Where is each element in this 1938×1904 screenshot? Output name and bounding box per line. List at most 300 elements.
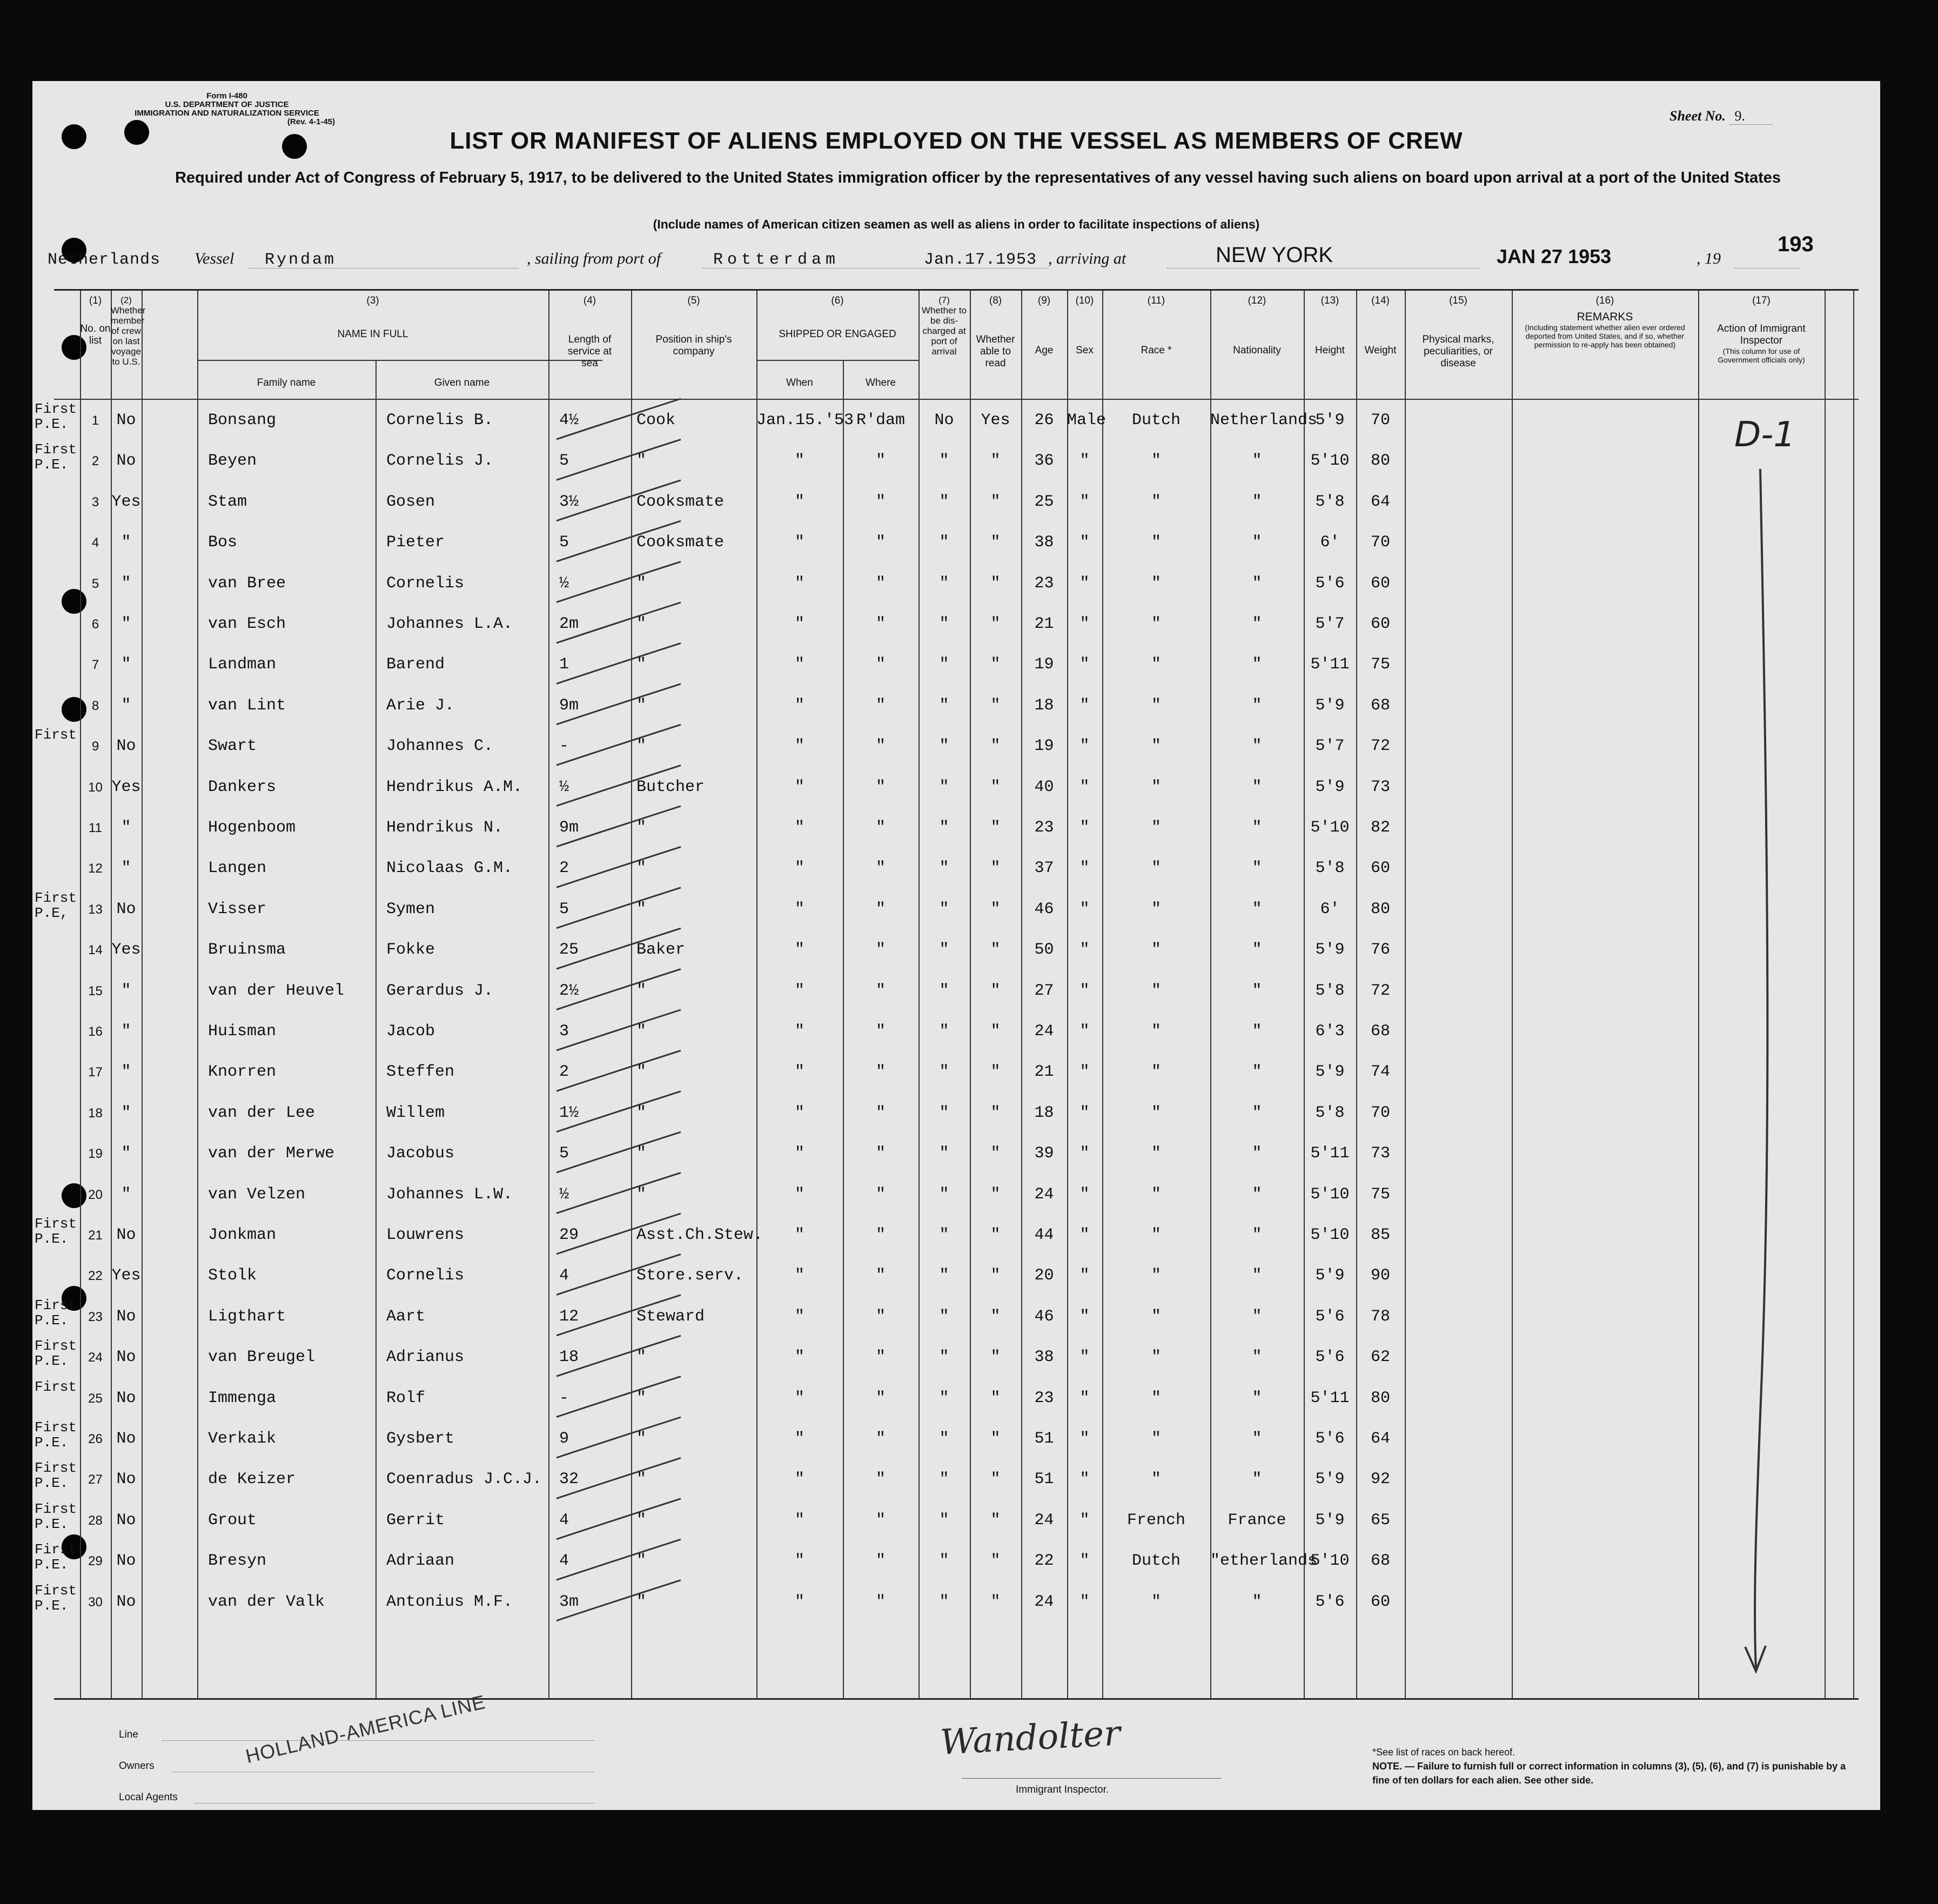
nationality: "	[1252, 1389, 1262, 1407]
table-row	[35, 441, 1859, 483]
shipped-where: "	[875, 1430, 886, 1448]
shipped-where: "	[875, 1470, 886, 1489]
row-number: 16	[88, 1024, 103, 1039]
table-row	[35, 1460, 1859, 1501]
age: 38	[1034, 533, 1054, 552]
page-title: LIST OR MANIFEST OF ALIENS EMPLOYED ON THE VESSEL AS MEMBERS OF CREW	[450, 128, 1463, 154]
able-to-read: "	[990, 1511, 1001, 1530]
ship-position: Cooksmate	[636, 492, 725, 511]
weight: 73	[1370, 777, 1390, 796]
able-to-read: "	[990, 492, 1001, 511]
height: 5'8	[1315, 492, 1345, 511]
given-name: Gerrit	[386, 1511, 445, 1530]
col3-header	[197, 295, 548, 340]
nationality: "	[1252, 1430, 1262, 1448]
race: "	[1151, 941, 1161, 960]
row-note: First	[35, 1378, 77, 1395]
able-to-read: "	[990, 1185, 1001, 1204]
row-note: First P.E.	[35, 441, 77, 473]
sex: "	[1079, 1389, 1090, 1407]
ship-position: "	[636, 696, 647, 715]
tally-stroke	[556, 643, 681, 683]
ship-position: "	[636, 819, 647, 837]
tally-stroke	[556, 766, 681, 806]
prior-voyage: Yes	[111, 492, 141, 511]
able-to-read: "	[990, 696, 1001, 715]
shipped-sub-rule	[756, 360, 918, 361]
discharge-flag: "	[939, 819, 949, 837]
tally-stroke	[556, 1499, 681, 1539]
given-name: Louwrens	[386, 1226, 465, 1244]
given-name: Fokke	[386, 941, 435, 960]
col10-header	[1067, 295, 1102, 357]
col11-num: (11)	[1147, 295, 1165, 306]
col9-label: Age	[1035, 345, 1054, 356]
able-to-read: "	[990, 819, 1001, 837]
ship-position: "	[636, 574, 647, 593]
nationality: "	[1252, 492, 1262, 511]
row-note: First	[35, 727, 77, 743]
service-length: 12	[559, 1307, 579, 1326]
weight: 68	[1370, 696, 1390, 715]
form-number: Form I-480	[206, 91, 247, 100]
height: 5'7	[1315, 737, 1345, 756]
race: "	[1151, 1266, 1161, 1285]
weight: 80	[1370, 1389, 1390, 1407]
race: "	[1151, 1063, 1161, 1082]
table-row	[54, 809, 1859, 850]
service-length: 3m	[559, 1592, 579, 1611]
height: 5'9	[1315, 941, 1345, 960]
race: "	[1151, 981, 1161, 1000]
ship-position: "	[636, 1348, 647, 1367]
able-to-read: "	[990, 777, 1001, 796]
able-to-read: "	[990, 615, 1001, 633]
row-number: 21	[88, 1228, 103, 1243]
race: "	[1151, 1470, 1161, 1489]
service-length: 25	[559, 941, 579, 960]
race: "	[1151, 452, 1161, 471]
shipped-where: "	[875, 777, 886, 796]
table-row	[54, 1257, 1859, 1298]
table-row	[54, 1176, 1859, 1217]
row-note: First P.E.	[35, 1297, 77, 1329]
shipped-where: "	[875, 1307, 886, 1326]
age: 23	[1034, 1389, 1054, 1407]
shipped-where: "	[875, 1226, 886, 1244]
height: 5'6	[1315, 1430, 1345, 1448]
discharge-flag: "	[939, 1511, 949, 1530]
age: 50	[1034, 941, 1054, 960]
weight: 60	[1370, 859, 1390, 878]
col13-label: Height	[1315, 345, 1345, 356]
able-to-read: "	[990, 1266, 1001, 1285]
tally-stroke	[556, 725, 681, 765]
discharge-flag: "	[939, 492, 949, 511]
given-name: Jacobus	[386, 1144, 455, 1163]
sex: "	[1079, 655, 1090, 674]
header-rule	[54, 399, 1859, 400]
family-name: Immenga	[208, 1389, 277, 1407]
prior-voyage: No	[116, 737, 136, 756]
sex: Male	[1067, 411, 1107, 430]
sex: "	[1079, 574, 1090, 593]
discharge-flag: "	[939, 655, 949, 674]
family-name: Visser	[208, 900, 267, 919]
crew-table	[35, 289, 1859, 1700]
table-row	[54, 972, 1859, 1013]
age: 51	[1034, 1430, 1054, 1448]
sex: "	[1079, 1266, 1090, 1285]
row-note: First P.E,	[35, 889, 77, 921]
given-name: Cornelis B.	[386, 411, 494, 430]
given-name: Rolf	[386, 1389, 426, 1407]
agents-label: Local Agents	[119, 1792, 178, 1803]
sex: "	[1079, 1470, 1090, 1489]
table-row	[35, 1378, 1859, 1420]
weight: 68	[1370, 1022, 1390, 1041]
shipped-where: "	[875, 1022, 886, 1041]
ship-position: "	[636, 452, 647, 471]
family-name: Bresyn	[208, 1552, 267, 1571]
discharge-flag: "	[939, 1144, 949, 1163]
given-name: Jacob	[386, 1022, 435, 1041]
family-name: Bonsang	[208, 411, 277, 430]
height: 5'10	[1310, 1552, 1350, 1571]
prior-voyage: No	[116, 411, 136, 430]
prior-voyage: Yes	[111, 777, 141, 796]
table-row	[54, 687, 1859, 728]
shipped-where: "	[875, 492, 886, 511]
weight: 65	[1370, 1511, 1390, 1530]
col8-header	[970, 295, 1021, 370]
tally-stroke	[556, 847, 681, 887]
prior-voyage: "	[121, 1185, 131, 1204]
ship-position: Steward	[636, 1307, 705, 1326]
race: "	[1151, 1592, 1161, 1611]
weight: 82	[1370, 819, 1390, 837]
row-number: 11	[89, 821, 102, 835]
ship-position: Store.serv.	[636, 1266, 744, 1285]
tally-stroke	[556, 1254, 681, 1295]
family-name: Huisman	[208, 1022, 277, 1041]
race: "	[1151, 900, 1161, 919]
service-length: 5	[559, 452, 569, 471]
ship-position: Butcher	[636, 777, 705, 796]
tally-stroke	[556, 439, 681, 480]
service-length: 4	[559, 1266, 569, 1285]
sex: "	[1079, 737, 1090, 756]
prior-voyage: "	[121, 533, 131, 552]
able-to-read: "	[990, 1144, 1001, 1163]
col8-num: (8)	[989, 295, 1002, 306]
page-subtitle: Required under Act of Congress of February 5, 1917, to be delivered to the United States immigration officer by the representatives of any vessel having such aliens on board upon arrival at a port of the United States	[175, 169, 1781, 186]
service-length: 5	[559, 900, 569, 919]
tally-stroke	[556, 1377, 681, 1417]
prior-voyage: No	[116, 1592, 136, 1611]
able-to-read: "	[990, 1552, 1001, 1571]
shipped-when: "	[794, 1511, 804, 1530]
col7-num: (7)	[938, 295, 950, 305]
able-to-read: "	[990, 900, 1001, 919]
row-number: 22	[88, 1269, 103, 1284]
ship-position: Asst.Ch.Stew.	[636, 1226, 763, 1244]
sex: "	[1079, 1226, 1090, 1244]
discharge-flag: "	[939, 777, 949, 796]
sheet-value: 9.	[1729, 108, 1773, 125]
height: 5'9	[1315, 777, 1345, 796]
shipped-when: "	[794, 1266, 804, 1285]
discharge-flag: "	[939, 1348, 949, 1367]
sex: "	[1079, 1592, 1090, 1611]
table-row	[54, 849, 1859, 890]
family-name: van der Valk	[208, 1592, 325, 1611]
table-row	[54, 605, 1859, 646]
service-length: 32	[559, 1470, 579, 1489]
age: 36	[1034, 452, 1054, 471]
discharge-flag: "	[939, 1470, 949, 1489]
discharge-flag: "	[939, 737, 949, 756]
family-name: Knorren	[208, 1063, 277, 1082]
shipped-where: "	[875, 655, 886, 674]
given-name: Adriaan	[386, 1552, 455, 1571]
col7-header	[918, 295, 970, 357]
sailing-label: , sailing from port of	[527, 250, 661, 267]
weight: 72	[1370, 737, 1390, 756]
weight: 68	[1370, 1552, 1390, 1571]
table-row	[54, 1013, 1859, 1054]
page-number: 193	[1778, 232, 1814, 256]
height: 5'10	[1310, 452, 1350, 471]
ship-position: "	[636, 1063, 647, 1082]
height: 5'11	[1310, 1144, 1350, 1163]
tally-stroke	[556, 1132, 681, 1172]
race: "	[1151, 737, 1161, 756]
given-name: Johannes C.	[386, 737, 494, 756]
given-name: Cornelis	[386, 574, 465, 593]
col4-header	[548, 295, 631, 370]
discharge-flag: "	[939, 1103, 949, 1122]
arriving-label: , arriving at	[1048, 250, 1126, 267]
prior-voyage: Yes	[111, 1266, 141, 1285]
prior-voyage: "	[121, 655, 131, 674]
able-to-read: "	[990, 1226, 1001, 1244]
age: 38	[1034, 1348, 1054, 1367]
ship-position: "	[636, 1103, 647, 1122]
shipped-when: "	[794, 941, 804, 960]
age: 26	[1034, 411, 1054, 430]
nationality: "	[1252, 1348, 1262, 1367]
sex: "	[1079, 452, 1090, 471]
inspector-label: Immigrant Inspector.	[1016, 1784, 1109, 1795]
table-row	[54, 1053, 1859, 1094]
weight: 90	[1370, 1266, 1390, 1285]
ship-position: "	[636, 737, 647, 756]
service-length: 4½	[559, 411, 579, 430]
shipped-when: "	[794, 1226, 804, 1244]
height: 5'6	[1315, 1348, 1345, 1367]
service-length: ½	[559, 1185, 569, 1204]
discharge-flag: "	[939, 696, 949, 715]
nationality: Netherlands	[1210, 411, 1318, 430]
able-to-read: "	[990, 1389, 1001, 1407]
col14-header	[1356, 295, 1405, 357]
shipped-when: "	[794, 574, 804, 593]
discharge-flag: "	[939, 1022, 949, 1041]
age: 23	[1034, 819, 1054, 837]
row-note: First P.E.	[35, 1338, 77, 1370]
race: "	[1151, 533, 1161, 552]
height: 5'6	[1315, 1592, 1345, 1611]
shipped-when: "	[794, 737, 804, 756]
tally-stroke	[556, 1295, 681, 1336]
height: 5'8	[1315, 1103, 1345, 1122]
sex: "	[1079, 981, 1090, 1000]
age: 46	[1034, 1307, 1054, 1326]
signature-line	[962, 1778, 1221, 1779]
shipped-where: "	[875, 1144, 886, 1163]
given-name: Gerardus J.	[386, 981, 494, 1000]
col16-sub: (Including statement whether alien ever ordered deported from United States, and if so, whether permission to re-apply has been obtained)	[1525, 323, 1685, 349]
table-row	[54, 768, 1859, 809]
owners-label: Owners	[119, 1760, 155, 1772]
family-name: Langen	[208, 859, 267, 878]
table-row	[35, 401, 1859, 443]
given-name: Hendrikus A.M.	[386, 777, 523, 796]
tally-stroke	[556, 1458, 681, 1498]
family-name: Stolk	[208, 1266, 257, 1285]
vessel-label: Vessel	[195, 250, 234, 267]
race: "	[1151, 696, 1161, 715]
shipped-when: "	[794, 859, 804, 878]
able-to-read: "	[990, 1307, 1001, 1326]
table-row	[35, 1582, 1859, 1624]
ship-position: "	[636, 1552, 647, 1571]
weight: 60	[1370, 1592, 1390, 1611]
row-number: 5	[91, 576, 99, 591]
shipped-when: "	[794, 1592, 804, 1611]
height: 5'9	[1315, 1063, 1345, 1082]
nationality: "	[1252, 819, 1262, 837]
tally-stroke	[556, 521, 681, 561]
col3-label: NAME IN FULL	[337, 328, 408, 340]
ship-position: "	[636, 655, 647, 674]
weight: 92	[1370, 1470, 1390, 1489]
family-name: Verkaik	[208, 1430, 277, 1448]
height: 5'8	[1315, 859, 1345, 878]
fine-note: NOTE. — Failure to furnish full or correct information in columns (3), (5), (6), and (7) is punishable by a fine of ten dollars for each alien. See other side.	[1372, 1761, 1846, 1786]
able-to-read: "	[990, 981, 1001, 1000]
sex: "	[1079, 1144, 1090, 1163]
nationality: "	[1252, 574, 1262, 593]
shipped-where: "	[875, 981, 886, 1000]
race: "	[1151, 859, 1161, 878]
sex: "	[1079, 533, 1090, 552]
weight: 73	[1370, 1144, 1390, 1163]
prior-voyage: No	[116, 452, 136, 471]
col10-label: Sex	[1076, 345, 1094, 356]
nationality: "	[1252, 1307, 1262, 1326]
service-length: ½	[559, 574, 569, 593]
tally-stroke	[556, 684, 681, 725]
prior-voyage: No	[116, 1470, 136, 1489]
row-number: 26	[88, 1432, 103, 1446]
given-name: Willem	[386, 1103, 445, 1122]
row-number: 30	[88, 1594, 103, 1610]
able-to-read: "	[990, 941, 1001, 960]
given-name: Gysbert	[386, 1430, 455, 1448]
family-name: Landman	[208, 655, 277, 674]
shipped-when: "	[794, 1063, 804, 1082]
nationality: "	[1252, 1103, 1262, 1122]
ship-position: "	[636, 1022, 647, 1041]
race: "	[1151, 1185, 1161, 1204]
able-to-read: "	[990, 1063, 1001, 1082]
family-name: van Bree	[208, 574, 286, 593]
ship-position: "	[636, 1144, 647, 1163]
shipped-where: "	[875, 1552, 886, 1571]
family-name: van Velzen	[208, 1185, 306, 1204]
prior-voyage: No	[116, 1511, 136, 1530]
vessel-underline	[249, 268, 519, 269]
tally-stroke	[556, 1336, 681, 1376]
row-number: 27	[88, 1472, 103, 1487]
sex: "	[1079, 1063, 1090, 1082]
page-subnote: (Include names of American citizen seamen as well as aliens in order to facilitate inspections of aliens)	[653, 217, 1260, 231]
service-length: 2½	[559, 981, 579, 1000]
weight: 75	[1370, 655, 1390, 674]
nationality: "	[1252, 737, 1262, 756]
able-to-read: "	[990, 1592, 1001, 1611]
given-name: Hendrikus N.	[386, 819, 504, 837]
age: 51	[1034, 1470, 1054, 1489]
col1-num: (1)	[89, 295, 102, 306]
row-number: 10	[88, 780, 103, 795]
shipped-where: R'dam	[856, 411, 905, 430]
form-revision: (Rev. 4-1-45)	[287, 117, 335, 126]
discharge-flag: "	[939, 533, 949, 552]
col6-header	[756, 295, 918, 340]
family-name-header: Family name	[257, 377, 316, 388]
family-name: de Keizer	[208, 1470, 296, 1489]
col11-header	[1102, 295, 1210, 357]
height: 5'9	[1315, 1470, 1345, 1489]
shipped-when: Jan.15.'53	[756, 411, 854, 430]
prior-voyage: No	[116, 1226, 136, 1244]
age: 24	[1034, 1022, 1054, 1041]
nationality: "	[1252, 615, 1262, 633]
col14-num: (14)	[1371, 295, 1390, 306]
given-name-header: Given name	[434, 377, 490, 388]
service-length: 18	[559, 1348, 579, 1367]
shipped-where: "	[875, 574, 886, 593]
age: 27	[1034, 981, 1054, 1000]
shipped-where: "	[875, 1185, 886, 1204]
height: 5'9	[1315, 696, 1345, 715]
prior-voyage: "	[121, 819, 131, 837]
table-row	[54, 524, 1859, 565]
col2-header	[111, 295, 146, 367]
race: Dutch	[1131, 411, 1181, 430]
age: 39	[1034, 1144, 1054, 1163]
tally-stroke	[556, 928, 681, 969]
race: "	[1151, 1430, 1161, 1448]
table-row	[35, 1541, 1859, 1583]
holland-america-stamp: HOLLAND-AMERICA LINE	[243, 1690, 488, 1768]
sheet-number	[1669, 108, 1773, 125]
inspector-signature: Wandolter	[939, 1713, 1122, 1763]
table-row	[35, 1297, 1859, 1339]
